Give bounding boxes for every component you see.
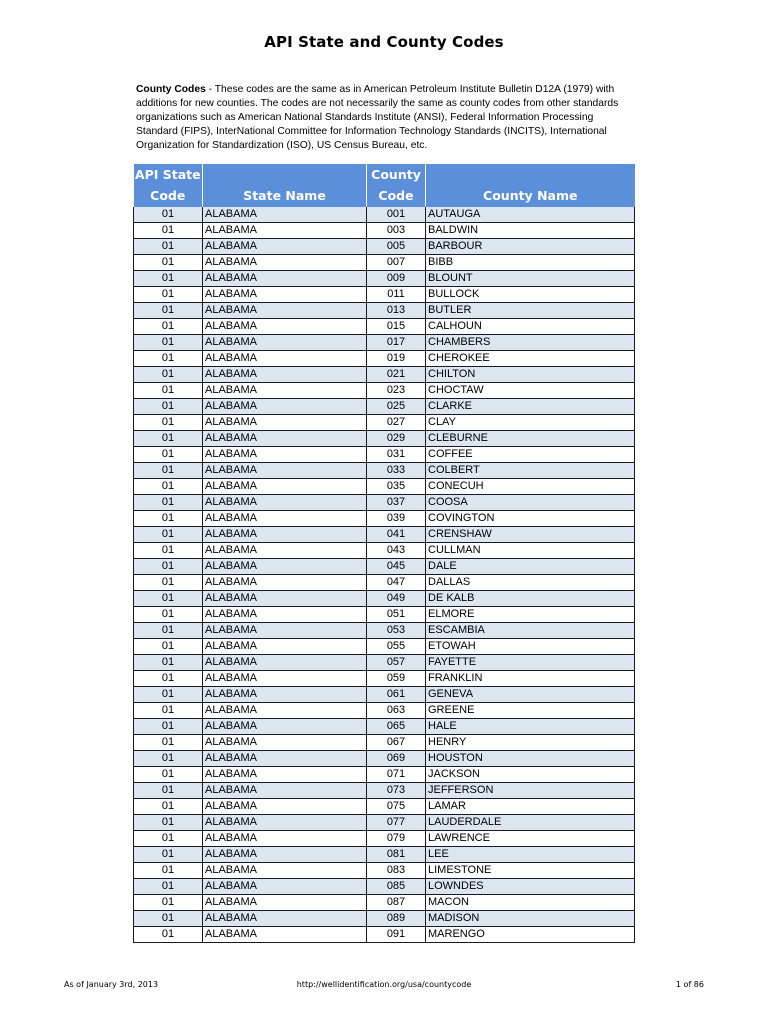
header-county-code-line1: County (371, 167, 421, 182)
cell-api-state-code: 01 (134, 847, 203, 863)
header-api-state-code (134, 164, 203, 207)
cell-state-name: ALABAMA (203, 591, 367, 607)
cell-county-code: 053 (367, 623, 426, 639)
intro-paragraph (136, 83, 636, 153)
cell-county-name: LOWNDES (426, 879, 635, 895)
cell-api-state-code: 01 (134, 815, 203, 831)
cell-county-code: 035 (367, 479, 426, 495)
cell-state-name: ALABAMA (203, 719, 367, 735)
table-row (134, 623, 635, 639)
cell-state-name: ALABAMA (203, 271, 367, 287)
cell-county-code: 089 (367, 911, 426, 927)
cell-county-code: 059 (367, 671, 426, 687)
cell-state-name: ALABAMA (203, 767, 367, 783)
header-state-name (203, 164, 367, 207)
cell-county-code: 083 (367, 863, 426, 879)
cell-county-name: HALE (426, 719, 635, 735)
cell-state-name: ALABAMA (203, 911, 367, 927)
cell-state-name: ALABAMA (203, 783, 367, 799)
cell-state-name: ALABAMA (203, 799, 367, 815)
cell-county-code: 049 (367, 591, 426, 607)
cell-state-name: ALABAMA (203, 751, 367, 767)
cell-api-state-code: 01 (134, 303, 203, 319)
cell-state-name: ALABAMA (203, 559, 367, 575)
table-body (134, 207, 635, 943)
cell-county-name: GENEVA (426, 687, 635, 703)
cell-county-name: CHEROKEE (426, 351, 635, 367)
table-row (134, 383, 635, 399)
cell-county-name: MARENGO (426, 927, 635, 943)
table-row (134, 847, 635, 863)
cell-api-state-code: 01 (134, 415, 203, 431)
cell-api-state-code: 01 (134, 783, 203, 799)
footer-page-number: 1 of 86 (675, 980, 704, 989)
cell-county-code: 039 (367, 511, 426, 527)
table-row (134, 271, 635, 287)
cell-county-code: 013 (367, 303, 426, 319)
cell-api-state-code: 01 (134, 239, 203, 255)
cell-state-name: ALABAMA (203, 479, 367, 495)
table-row (134, 335, 635, 351)
table-row (134, 911, 635, 927)
cell-api-state-code: 01 (134, 207, 203, 223)
table-row (134, 303, 635, 319)
cell-county-code: 077 (367, 815, 426, 831)
cell-state-name: ALABAMA (203, 223, 367, 239)
cell-api-state-code: 01 (134, 319, 203, 335)
table-row (134, 431, 635, 447)
intro-bold-label: County Codes (136, 84, 206, 95)
cell-county-name: LEE (426, 847, 635, 863)
cell-api-state-code: 01 (134, 271, 203, 287)
cell-api-state-code: 01 (134, 223, 203, 239)
cell-county-code: 069 (367, 751, 426, 767)
cell-county-code: 073 (367, 783, 426, 799)
cell-api-state-code: 01 (134, 575, 203, 591)
cell-county-code: 087 (367, 895, 426, 911)
cell-county-name: ELMORE (426, 607, 635, 623)
cell-county-name: CULLMAN (426, 543, 635, 559)
cell-county-code: 011 (367, 287, 426, 303)
table-row (134, 559, 635, 575)
header-api-state-code-line1: API State (134, 167, 201, 182)
cell-county-code: 025 (367, 399, 426, 415)
table-row (134, 607, 635, 623)
cell-county-name: CHOCTAW (426, 383, 635, 399)
table-row (134, 591, 635, 607)
cell-county-name: MADISON (426, 911, 635, 927)
cell-county-code: 005 (367, 239, 426, 255)
cell-state-name: ALABAMA (203, 927, 367, 943)
table-row (134, 399, 635, 415)
cell-state-name: ALABAMA (203, 687, 367, 703)
cell-state-name: ALABAMA (203, 847, 367, 863)
cell-county-name: CONECUH (426, 479, 635, 495)
cell-state-name: ALABAMA (203, 863, 367, 879)
cell-state-name: ALABAMA (203, 527, 367, 543)
cell-api-state-code: 01 (134, 559, 203, 575)
cell-county-name: LIMESTONE (426, 863, 635, 879)
cell-county-name: ETOWAH (426, 639, 635, 655)
cell-county-code: 091 (367, 927, 426, 943)
header-county-name (426, 164, 635, 207)
cell-county-code: 063 (367, 703, 426, 719)
header-state-name-label: State Name (243, 188, 326, 203)
cell-state-name: ALABAMA (203, 303, 367, 319)
table-row (134, 751, 635, 767)
cell-state-name: ALABAMA (203, 735, 367, 751)
cell-state-name: ALABAMA (203, 815, 367, 831)
cell-county-name: BUTLER (426, 303, 635, 319)
cell-state-name: ALABAMA (203, 879, 367, 895)
cell-county-code: 079 (367, 831, 426, 847)
cell-state-name: ALABAMA (203, 639, 367, 655)
cell-county-code: 071 (367, 767, 426, 783)
cell-state-name: ALABAMA (203, 623, 367, 639)
table-row (134, 767, 635, 783)
table-row (134, 895, 635, 911)
cell-api-state-code: 01 (134, 735, 203, 751)
table-row (134, 799, 635, 815)
cell-state-name: ALABAMA (203, 431, 367, 447)
cell-api-state-code: 01 (134, 351, 203, 367)
cell-county-code: 057 (367, 655, 426, 671)
cell-state-name: ALABAMA (203, 575, 367, 591)
table-row (134, 351, 635, 367)
table-row (134, 543, 635, 559)
cell-api-state-code: 01 (134, 895, 203, 911)
cell-county-name: DALE (426, 559, 635, 575)
intro-text: - These codes are the same as in American Petroleum Institute Bulletin D12A (1979) with additions for new counties. The codes are not necessarily the same as county codes from other standards organizations such as American National Standards Institute (ANSI), Federal Information Processing Standard (FIPS), InterNational Committee for Information Technology Standards (INCITS), International Organization for Standardization (ISO), US Census Bureau, etc. (136, 84, 619, 151)
table-row (134, 479, 635, 495)
cell-api-state-code: 01 (134, 879, 203, 895)
cell-county-code: 007 (367, 255, 426, 271)
cell-api-state-code: 01 (134, 447, 203, 463)
cell-county-code: 023 (367, 383, 426, 399)
cell-api-state-code: 01 (134, 671, 203, 687)
cell-api-state-code: 01 (134, 639, 203, 655)
cell-county-name: LAMAR (426, 799, 635, 815)
cell-county-code: 031 (367, 447, 426, 463)
table-row (134, 719, 635, 735)
cell-county-name: CLAY (426, 415, 635, 431)
cell-county-code: 047 (367, 575, 426, 591)
cell-api-state-code: 01 (134, 655, 203, 671)
cell-county-code: 029 (367, 431, 426, 447)
cell-api-state-code: 01 (134, 255, 203, 271)
cell-county-code: 075 (367, 799, 426, 815)
cell-county-name: JACKSON (426, 767, 635, 783)
cell-county-name: COLBERT (426, 463, 635, 479)
cell-api-state-code: 01 (134, 831, 203, 847)
cell-county-code: 041 (367, 527, 426, 543)
cell-county-code: 045 (367, 559, 426, 575)
header-county-code (367, 164, 426, 207)
cell-state-name: ALABAMA (203, 463, 367, 479)
table-row (134, 575, 635, 591)
table-row (134, 879, 635, 895)
cell-county-name: CHAMBERS (426, 335, 635, 351)
cell-county-name: FRANKLIN (426, 671, 635, 687)
table-row (134, 671, 635, 687)
table-row (134, 655, 635, 671)
cell-county-name: GREENE (426, 703, 635, 719)
county-codes-table (133, 164, 635, 943)
table-row (134, 367, 635, 383)
cell-api-state-code: 01 (134, 767, 203, 783)
page-title: API State and County Codes (264, 33, 504, 51)
table-row (134, 639, 635, 655)
cell-county-name: CRENSHAW (426, 527, 635, 543)
cell-api-state-code: 01 (134, 367, 203, 383)
cell-county-name: COFFEE (426, 447, 635, 463)
cell-county-code: 043 (367, 543, 426, 559)
cell-county-code: 017 (367, 335, 426, 351)
cell-county-code: 033 (367, 463, 426, 479)
cell-api-state-code: 01 (134, 927, 203, 943)
table-row (134, 447, 635, 463)
cell-county-name: BARBOUR (426, 239, 635, 255)
cell-state-name: ALABAMA (203, 895, 367, 911)
cell-county-name: HENRY (426, 735, 635, 751)
cell-county-code: 067 (367, 735, 426, 751)
table-row (134, 687, 635, 703)
cell-county-code: 021 (367, 367, 426, 383)
cell-api-state-code: 01 (134, 399, 203, 415)
cell-api-state-code: 01 (134, 911, 203, 927)
cell-state-name: ALABAMA (203, 383, 367, 399)
cell-api-state-code: 01 (134, 287, 203, 303)
table-row (134, 815, 635, 831)
cell-api-state-code: 01 (134, 527, 203, 543)
table-row (134, 319, 635, 335)
cell-county-name: DE KALB (426, 591, 635, 607)
table-row (134, 223, 635, 239)
cell-state-name: ALABAMA (203, 671, 367, 687)
cell-api-state-code: 01 (134, 335, 203, 351)
cell-api-state-code: 01 (134, 543, 203, 559)
cell-api-state-code: 01 (134, 623, 203, 639)
cell-county-name: AUTAUGA (426, 207, 635, 223)
cell-county-code: 085 (367, 879, 426, 895)
table-row (134, 495, 635, 511)
table-row (134, 831, 635, 847)
cell-county-name: CLARKE (426, 399, 635, 415)
cell-county-name: LAWRENCE (426, 831, 635, 847)
cell-state-name: ALABAMA (203, 415, 367, 431)
footer-date: As of January 3rd, 2013 (64, 980, 159, 989)
table-row (134, 415, 635, 431)
cell-county-code: 027 (367, 415, 426, 431)
cell-api-state-code: 01 (134, 799, 203, 815)
cell-api-state-code: 01 (134, 719, 203, 735)
table-row (134, 927, 635, 943)
cell-county-name: ESCAMBIA (426, 623, 635, 639)
cell-api-state-code: 01 (134, 431, 203, 447)
cell-county-code: 015 (367, 319, 426, 335)
table-row (134, 255, 635, 271)
table-row (134, 239, 635, 255)
cell-county-code: 051 (367, 607, 426, 623)
cell-state-name: ALABAMA (203, 607, 367, 623)
cell-state-name: ALABAMA (203, 287, 367, 303)
cell-state-name: ALABAMA (203, 831, 367, 847)
cell-state-name: ALABAMA (203, 335, 367, 351)
cell-state-name: ALABAMA (203, 447, 367, 463)
cell-county-code: 055 (367, 639, 426, 655)
cell-county-name: LAUDERDALE (426, 815, 635, 831)
cell-county-name: BIBB (426, 255, 635, 271)
cell-county-code: 037 (367, 495, 426, 511)
cell-api-state-code: 01 (134, 591, 203, 607)
cell-api-state-code: 01 (134, 607, 203, 623)
table-row (134, 463, 635, 479)
table-row (134, 527, 635, 543)
header-api-state-code-line2: Code (150, 188, 186, 203)
cell-api-state-code: 01 (134, 511, 203, 527)
cell-state-name: ALABAMA (203, 655, 367, 671)
cell-api-state-code: 01 (134, 687, 203, 703)
cell-county-name: JEFFERSON (426, 783, 635, 799)
table-row (134, 207, 635, 223)
cell-state-name: ALABAMA (203, 239, 367, 255)
table-row (134, 511, 635, 527)
cell-state-name: ALABAMA (203, 511, 367, 527)
cell-county-code: 001 (367, 207, 426, 223)
cell-state-name: ALABAMA (203, 319, 367, 335)
table-row (134, 735, 635, 751)
footer-url: http://wellidentification.org/usa/countycode (296, 980, 472, 989)
cell-county-name: HOUSTON (426, 751, 635, 767)
cell-county-code: 009 (367, 271, 426, 287)
cell-api-state-code: 01 (134, 463, 203, 479)
cell-api-state-code: 01 (134, 751, 203, 767)
cell-api-state-code: 01 (134, 495, 203, 511)
cell-county-code: 081 (367, 847, 426, 863)
cell-state-name: ALABAMA (203, 207, 367, 223)
header-county-code-line2: Code (378, 188, 414, 203)
cell-county-name: CALHOUN (426, 319, 635, 335)
cell-api-state-code: 01 (134, 383, 203, 399)
cell-state-name: ALABAMA (203, 367, 367, 383)
cell-county-name: COOSA (426, 495, 635, 511)
cell-state-name: ALABAMA (203, 351, 367, 367)
cell-county-name: BLOUNT (426, 271, 635, 287)
cell-county-name: CLEBURNE (426, 431, 635, 447)
cell-county-name: CHILTON (426, 367, 635, 383)
cell-county-name: MACON (426, 895, 635, 911)
cell-county-code: 061 (367, 687, 426, 703)
table-row (134, 783, 635, 799)
cell-api-state-code: 01 (134, 703, 203, 719)
table-row (134, 863, 635, 879)
cell-api-state-code: 01 (134, 479, 203, 495)
cell-county-name: FAYETTE (426, 655, 635, 671)
cell-api-state-code: 01 (134, 863, 203, 879)
cell-state-name: ALABAMA (203, 703, 367, 719)
cell-county-code: 019 (367, 351, 426, 367)
table-row (134, 703, 635, 719)
cell-county-name: COVINGTON (426, 511, 635, 527)
cell-state-name: ALABAMA (203, 495, 367, 511)
cell-county-name: BALDWIN (426, 223, 635, 239)
cell-county-name: BULLOCK (426, 287, 635, 303)
cell-county-code: 003 (367, 223, 426, 239)
cell-state-name: ALABAMA (203, 543, 367, 559)
header-county-name-label: County Name (483, 188, 578, 203)
table-header (134, 164, 635, 207)
cell-state-name: ALABAMA (203, 399, 367, 415)
cell-state-name: ALABAMA (203, 255, 367, 271)
cell-county-name: DALLAS (426, 575, 635, 591)
cell-county-code: 065 (367, 719, 426, 735)
table-row (134, 287, 635, 303)
